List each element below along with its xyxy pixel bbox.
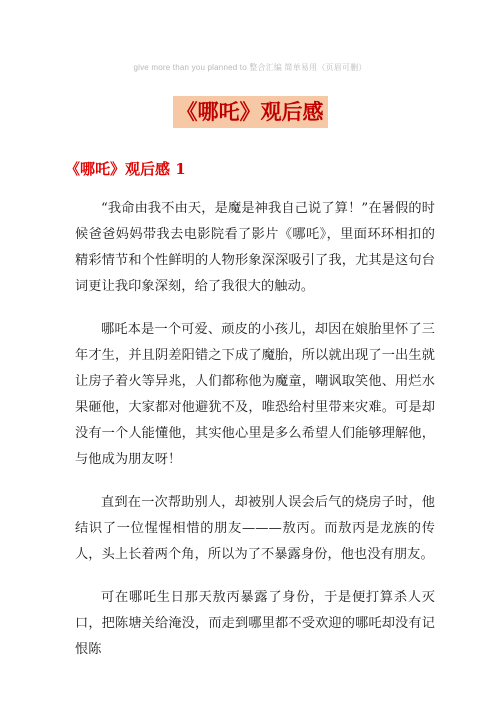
title-wrap: [0, 96, 500, 128]
page-header: give more than you planned to 整合汇编 简单易用（页眉可删）: [133, 63, 367, 72]
body-text: [75, 196, 435, 680]
section-heading: 《哪吒》观后感 1: [65, 160, 186, 178]
document-title: 《哪吒》观后感: [173, 96, 328, 128]
paragraph-3: 直到在一次帮助别人，却被别人误会后气的烧房子时，他结识了一位惺惺相惜的朋友———敖丙。而敖丙是龙族的传人，头上长着两个角，所以为了不暴露身份，他也没有朋友。: [75, 495, 435, 562]
paragraph-1: “我命由我不由天，是魔是神我自己说了算！”在暑假的时候爸爸妈妈带我去电影院看了影片《哪吒》，里面环环相扣的精彩情节和个性鲜明的人物形象深深吸引了我，尤其是这句台词更让我印象深刻，给了我很大的触动。: [75, 201, 435, 294]
paragraph-4: 可在哪吒生日那天敖丙暴露了身份，于是便打算杀人灭口，把陈塘关给淹没，而走到哪里都不受欢迎的哪吒却没有记恨陈: [75, 590, 435, 657]
paragraph-2: 哪吒本是一个可爱、顽皮的小孩儿，却因在娘胎里怀了三年才生，并且阴差阳错之下成了魔胎，所以就出现了一出生就让房子着火等异兆，人们都称他为魔童，嘲讽取笑他、用烂水果砸他，大家都对他避犹不及，唯恐给村里带来灾难。可是却没有一个人能懂他，其实他心里是多么希望人们能够理解他，与他成为朋友呀！: [75, 322, 435, 467]
